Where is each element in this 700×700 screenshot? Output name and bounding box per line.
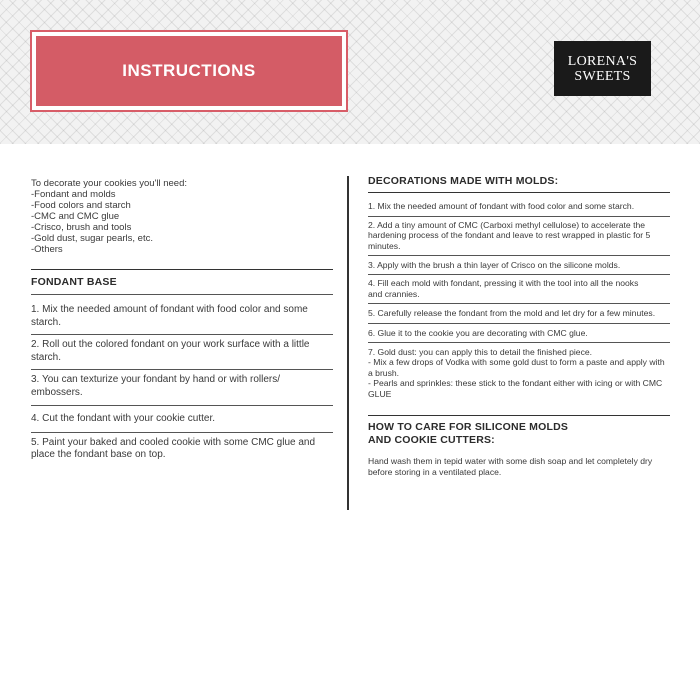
title-box [36, 36, 342, 106]
molds-step-5: 5. Carefully release the fondant from the mold and let dry for a few minutes. [368, 308, 656, 319]
step-divider [368, 255, 670, 256]
intro-line: -CMC and CMC glue [31, 211, 120, 222]
care-heading-2: AND COOKIE CUTTERS: [368, 433, 495, 446]
fondant-step-4: 4. Cut the fondant with your cookie cutter. [31, 413, 215, 424]
molds-step-3: 3. Apply with the brush a thin layer of Crisco on the silicone molds. [368, 260, 621, 271]
step-divider [31, 369, 333, 370]
step-divider [368, 274, 670, 275]
intro-line: To decorate your cookies you'll need: [31, 178, 188, 189]
step-divider [368, 342, 670, 343]
brand-logo [554, 41, 651, 96]
step-divider [31, 405, 333, 406]
step-divider [31, 432, 333, 433]
intro-list [31, 178, 333, 255]
intro-line: -Others [31, 244, 63, 255]
molds-step-4-cont: and crannies. [368, 288, 420, 299]
molds-step-7-pearls: - Pearls and sprinkles: these stick to the fondant either with icing or with CMC GLUE [368, 378, 663, 399]
title-frame [30, 30, 348, 112]
intro-line: -Gold dust, sugar pearls, etc. [31, 233, 153, 244]
step-divider [368, 216, 670, 217]
step-divider [368, 323, 670, 324]
care-heading-1: HOW TO CARE FOR SILICONE MOLDS [368, 421, 569, 434]
logo-line-1: LORENA'S [567, 53, 638, 69]
left-column [31, 178, 333, 462]
column-divider [347, 176, 349, 510]
step-divider [368, 303, 670, 304]
header-banner [0, 0, 700, 144]
fondant-base-heading: FONDANT BASE [31, 276, 117, 288]
care-text: Hand wash them in tepid water with some dish soap and let completely dry before storing in a ventilated place. [368, 456, 653, 477]
molds-step-7: 7. Gold dust: you can apply this to detail the finished piece. [368, 347, 593, 358]
fondant-step-3: 3. You can texturize your fondant by hand or with rollers/ embossers. [31, 374, 281, 398]
step-divider [31, 294, 333, 295]
fondant-step-5: 5. Paint your baked and cooled cookie with some CMC glue and place the fondant base on top. [31, 436, 316, 460]
molds-heading: DECORATIONS MADE WITH MOLDS: [368, 175, 559, 187]
right-column [368, 176, 670, 477]
molds-step-6: 6. Glue it to the cookie you are decorating with CMC glue. [368, 327, 588, 338]
intro-line: -Crisco, brush and tools [31, 222, 132, 233]
intro-line: -Fondant and molds [31, 189, 116, 200]
molds-step-2: 2. Add a tiny amount of CMC (Carboxi methyl cellulose) to accelerate the hardening process of the fondant and leave to rest wrapped in plastic for 5 minutes. [368, 219, 651, 251]
molds-step-4: 4. Fill each mold with fondant, pressing it with the tool into all the nooks [368, 278, 639, 289]
molds-step-7-vodka: - Mix a few drops of Vodka with some gold dust to form a paste and apply with a brush. [368, 357, 665, 378]
molds-step-1: 1. Mix the needed amount of fondant with food color and some starch. [368, 201, 635, 212]
section-rule [368, 415, 670, 416]
logo-line-2: SWEETS [574, 68, 631, 84]
page-title: INSTRUCTIONS [122, 61, 256, 80]
fondant-step-2: 2. Roll out the colored fondant on your work surface with a little starch. [31, 339, 310, 363]
fondant-step-1: 1. Mix the needed amount of fondant with food color and some starch. [31, 304, 308, 328]
section-rule [31, 269, 333, 270]
step-divider [31, 334, 333, 335]
section-rule [368, 192, 670, 193]
intro-line: -Food colors and starch [31, 200, 131, 211]
